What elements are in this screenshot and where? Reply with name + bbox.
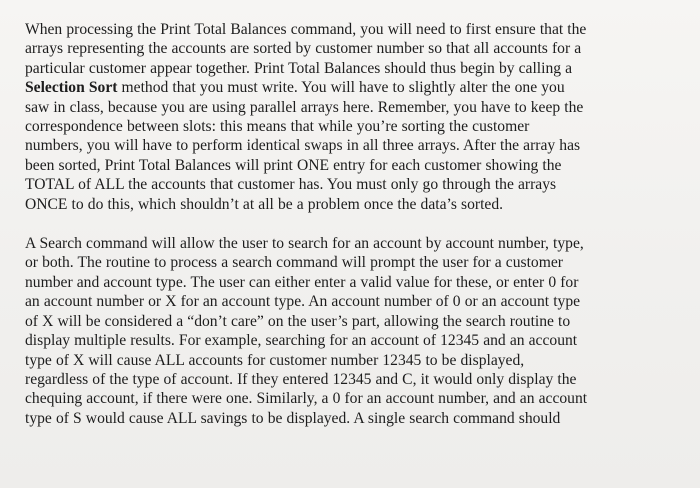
text-line: been sorted, Print Total Balances will print ONE entry for each customer showing the xyxy=(25,156,562,174)
text-line: arrays representing the accounts are sorted by customer number so that all accounts for a xyxy=(25,40,582,58)
paragraph-search-command xyxy=(25,234,670,428)
text-line: type of X will cause ALL accounts for customer number 12345 to be displayed, xyxy=(25,351,525,369)
text-line xyxy=(25,78,670,97)
text-line: When processing the Print Total Balances command, you will need to first ensure that the xyxy=(25,21,587,38)
text-line: A Search command will allow the user to search for an account by account number, type, xyxy=(25,235,584,253)
text-line: or both. The routine to process a search command will prompt the user for a customer xyxy=(25,254,563,272)
text-line: regardless of the type of account. If they entered 12345 and C, it would only display the xyxy=(25,370,577,388)
text-line: saw in class, because you are using parallel arrays here. Remember, you have to keep the xyxy=(25,98,584,116)
text-line: TOTAL of ALL the accounts that customer has. You must only go through the arrays xyxy=(25,176,557,194)
paragraph-print-total-balances xyxy=(25,20,670,214)
bold-term-selection-sort: Selection Sort xyxy=(25,79,118,97)
text-line: chequing account, if there were one. Similarly, a 0 for an account number, and an account xyxy=(25,390,588,408)
text-line: numbers, you will have to perform identical swaps in all three arrays. After the array has xyxy=(25,137,581,155)
text-line-rest: method that you must write. You will have to slightly alter the one you xyxy=(117,79,565,97)
text-line: of X will be considered a “don’t care” on the user’s part, allowing the search routine to xyxy=(25,312,571,330)
text-line: an account number or X for an account type. An account number of 0 or an account type xyxy=(25,293,581,311)
text-line: display multiple results. For example, searching for an account of 12345 and an account xyxy=(25,332,578,350)
text-line: correspondence between slots: this means that while you’re sorting the customer xyxy=(25,118,530,136)
text-line: type of S would cause ALL savings to be displayed. A single search command should xyxy=(25,409,561,427)
text-line: ONCE to do this, which shouldn’t at all be a problem once the data’s sorted. xyxy=(25,195,504,213)
text-line: number and account type. The user can either enter a valid value for these, or enter 0 for xyxy=(25,273,579,291)
text-line: particular customer appear together. Print Total Balances should thus begin by calling a xyxy=(25,59,573,77)
